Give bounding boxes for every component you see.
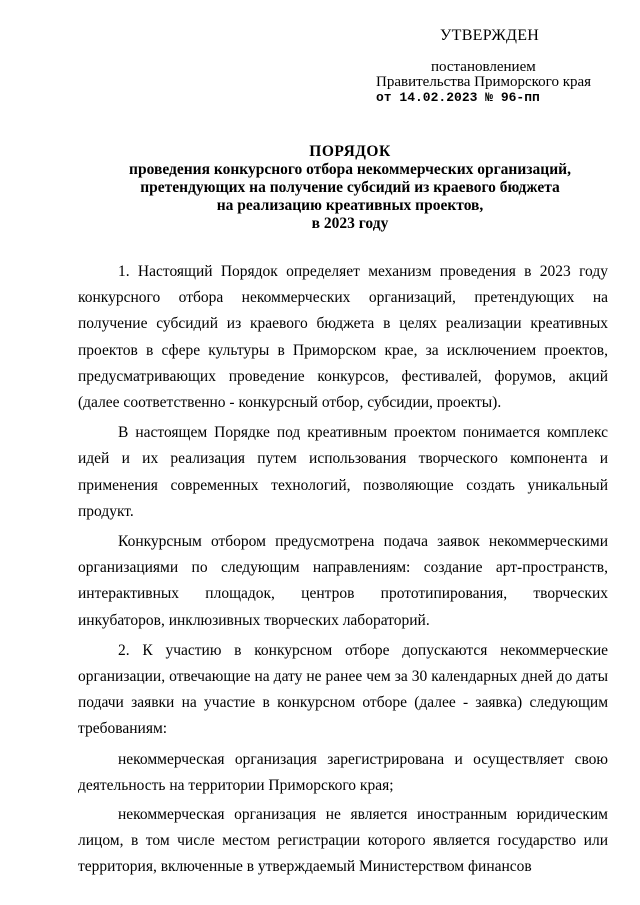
- paragraph-4: 2. К участию в конкурсном отборе допускаются некоммерческие организации, отвечающие на дату не ранее чем за 30 календарных дней до даты подачи заявки на участие в конкурсном отборе (далее - заявка) следующим требованиям:: [78, 641, 608, 738]
- title-line-2: претендующих на получение субсидий из краевого бюджета: [140, 179, 560, 196]
- paragraph-2: В настоящем Порядке под креативным проектом понимается комплекс идей и их реализация путем использования творческого компонента и применения современных технологий, позволяющие создать уникальный продукт.: [78, 424, 608, 520]
- paragraph-5: некоммерческая организация зарегистрирована и осуществляет свою деятельность на территории Приморского края;: [78, 750, 608, 794]
- title-line-4: в 2023 году: [311, 215, 389, 232]
- document-body: [78, 259, 608, 885]
- document-title: [60, 143, 640, 233]
- approved-label: УТВЕРЖДЕН: [440, 27, 540, 44]
- title-heading: ПОРЯДОК: [309, 143, 391, 160]
- title-line-3: на реализацию креативных проектов,: [216, 197, 484, 214]
- approval-stamp: [0, 0, 640, 120]
- paragraph-3: Конкурсным отбором предусмотрена подача заявок некоммерческими организациями по следующим направлениям: создание арт-пространств, интерактивных площадок, центров прототипирования, творческих инкубаторов, инклюзивных творческих лабораторий.: [78, 533, 608, 629]
- paragraph-1: 1. Настоящий Порядок определяет механизм проведения в 2023 году конкурсного отбора некоммерческих организаций, претендующих на получение субсидий из краевого бюджета в целях реализации креативных проектов в сфере культуры в Приморском крае, за исключением проектов, предусматривающих проведение конкурсов, фестивалей, форумов, акций (далее соответственно - конкурсный отбор, субсидии, проекты).: [78, 263, 608, 412]
- paragraph-6: некоммерческая организация не является иностранным юридическим лицом, в том числе местом регистрации которого является государство или территория, включенные в утверждаемый Министерством финансов: [78, 806, 608, 876]
- approving-organization: Правительства Приморского края: [376, 74, 592, 90]
- approved-by: постановлением: [431, 59, 536, 75]
- resolution-date-number: от 14.02.2023 № 96-пп: [376, 90, 540, 105]
- title-line-1: проведения конкурсного отбора некоммерческих организаций,: [129, 161, 571, 178]
